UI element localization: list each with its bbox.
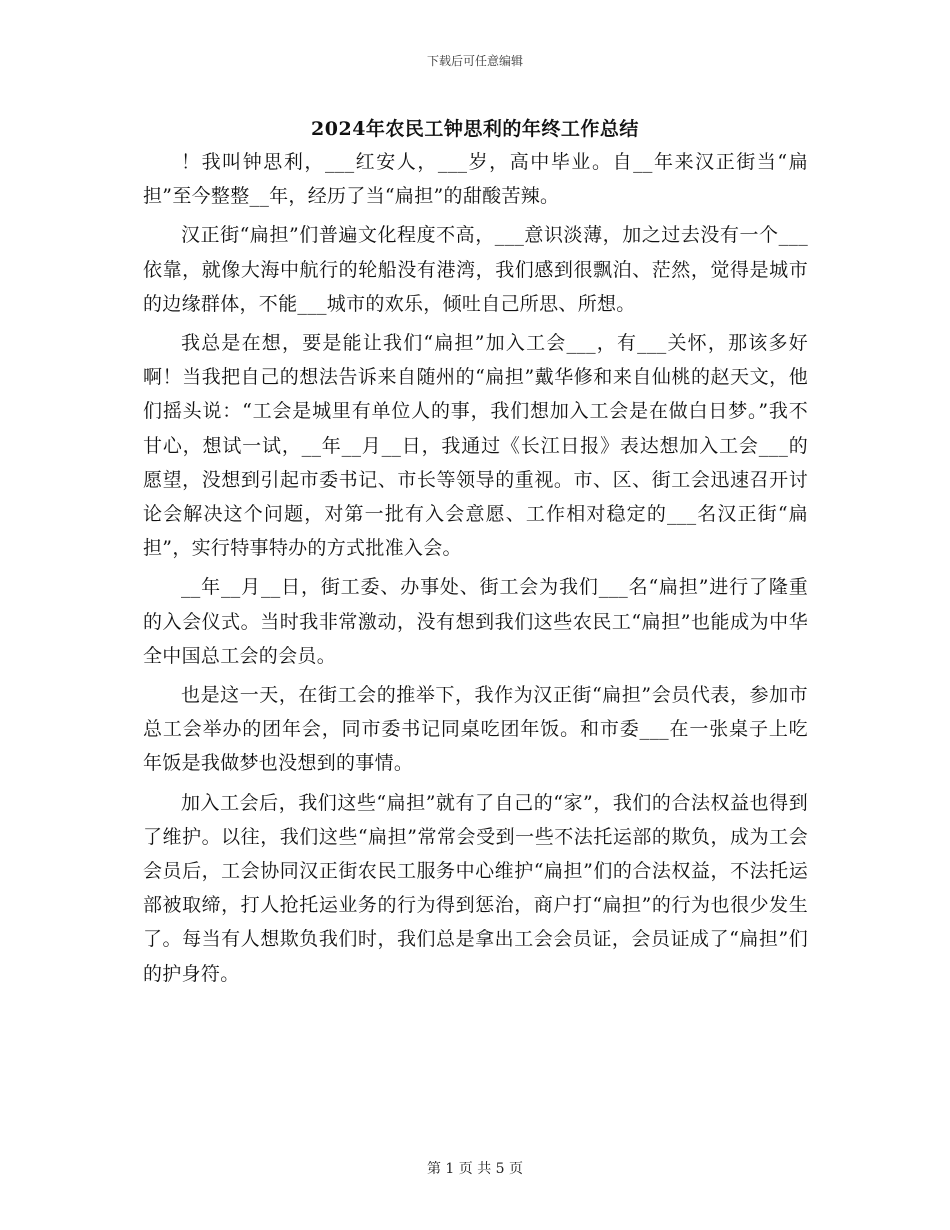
paragraph: 我总是在想，要是能让我们“扁担”加入工会___，有___关怀，那该多好啊！当我把自己的想法告诉来自随州的“扁担”戴华修和来自仙桃的赵天文，他们摇头说：“工会是城里有单位人的事，我们想加入工会是在做白日梦。”我不甘心，想试一试，__年__月__日，我通过《长江日报》表达想加入工会___的愿望，没想到引起市委书记、市长等领导的重视。市、区、街工会迅速召开讨论会解决这个问题，对第一批有入会意愿、工作相对稳定的___名汉正街“扁担”，实行特事特办的方式批准入会。 xyxy=(143,332,808,560)
paragraph: __年__月__日，街工委、办事处、街工会为我们___名“扁担”进行了隆重的入会仪式。当时我非常激动，没有想到我们这些农民工“扁担”也能成为中华全中国总工会的会员。 xyxy=(143,576,808,667)
document-body xyxy=(143,145,808,996)
paragraph: 汉正街“扁担”们普遍文化程度不高，___意识淡薄，加之过去没有一个___依靠，就像大海中航行的轮船没有港湾，我们感到很飘泊、茫然，觉得是城市的边缘群体，不能___城市的欢乐，倾吐自己所思、所想。 xyxy=(143,224,808,315)
paragraph: 加入工会后，我们这些“扁担”就有了自己的“家”，我们的合法权益也得到了维护。以往，我们这些“扁担”常常会受到一些不法托运部的欺负，成为工会会员后，工会协同汉正街农民工服务中心维护“扁担”们的合法权益，不法托运部被取缔，打人抢托运业务的行为得到惩治，商户打“扁担”的行为也很少发生了。每当有人想欺负我们时，我们总是拿出工会会员证，会员证成了“扁担”们的护身符。 xyxy=(143,791,808,985)
paragraph: 也是这一天，在街工会的推举下，我作为汉正街“扁担”会员代表，参加市总工会举办的团年会，同市委书记同桌吃团年饭。和市委___在一张桌子上吃年饭是我做梦也没想到的事情。 xyxy=(143,684,808,775)
paragraph: ！我叫钟思利，___红安人，___岁，高中毕业。自__年来汉正街当“扁担”至今整整__年，经历了当“扁担”的甜酸苦辣。 xyxy=(143,151,808,208)
document-title: 2024年农民工钟思利的年终工作总结 xyxy=(311,118,639,140)
header-note: 下载后可任意编辑 xyxy=(426,54,523,68)
page-number: 第 1 页 共 5 页 xyxy=(426,1161,524,1177)
